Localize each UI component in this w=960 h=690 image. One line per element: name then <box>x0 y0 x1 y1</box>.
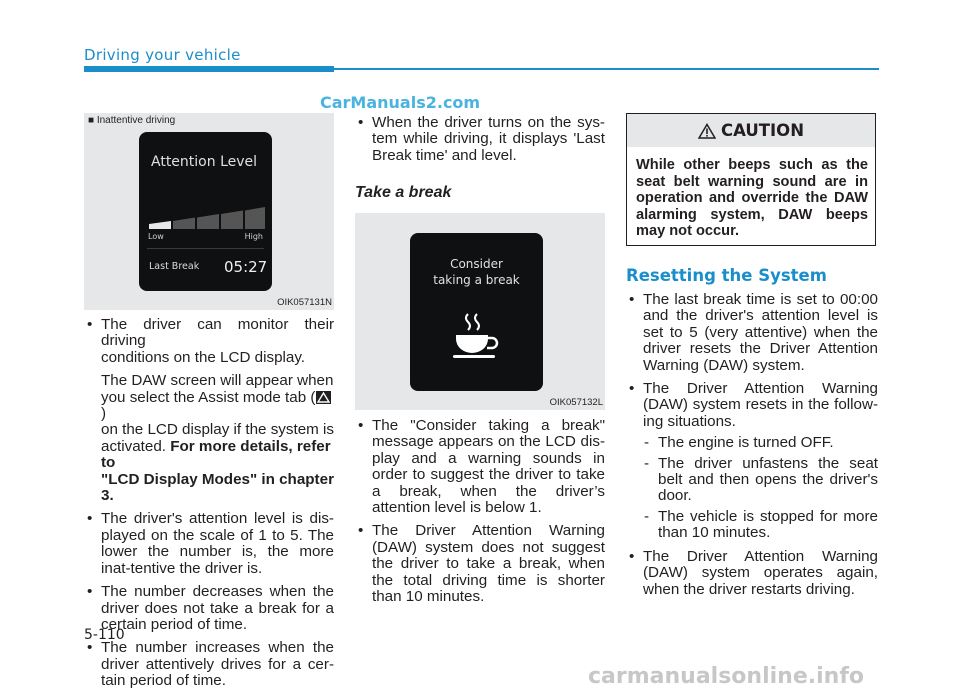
column-2-body <box>355 418 605 605</box>
figure-inattentive-driving <box>84 113 334 310</box>
coffee-cup-icon <box>450 311 506 361</box>
lcd-take-a-break <box>410 233 543 391</box>
gauge-segment-2 <box>173 218 195 230</box>
list-item: • The Driver Attention Warning (DAW) system resets in the follow-ing situations. <box>626 381 878 430</box>
gauge-segment-4 <box>221 211 243 230</box>
lcd-message-line-1: Consider <box>450 257 503 271</box>
take-a-break-heading: Take a break <box>355 184 452 201</box>
figure-code: OIK057132L <box>549 397 603 408</box>
lcd-time: 05:27 <box>224 258 268 276</box>
list-item: • The Driver Attention Warning (DAW) system operates again, when the driver restarts driving. <box>626 549 878 598</box>
list-item: • The last break time is set to 00:00 and the driver's attention level is set to 5 (very attentive) when the driver resets the Driver Attention Warning (DAW) system. <box>626 292 878 374</box>
column-3-body <box>626 292 878 598</box>
list-item: • The driver can monitor their driving conditions on the LCD display. <box>84 317 334 366</box>
page-number: 5-110 <box>84 627 125 643</box>
caution-box <box>626 113 876 246</box>
list-item: • The number decreases when the driver does not take a break for a certain period of time. <box>84 584 334 633</box>
figure-take-a-break <box>355 213 605 410</box>
assist-mode-note: The DAW screen will appear when you select the Assist mode tab ( ) on the LCD display if the system is activated. For more details, refer to "LCD Display Modes" in chapter 3. <box>101 372 334 505</box>
assist-mode-tab-icon <box>316 391 331 404</box>
gauge-segment-3 <box>197 214 219 229</box>
header-rule-thin <box>334 68 879 70</box>
watermark-bottom: carmanualsonline.info <box>588 664 864 689</box>
sub-list-item: - The engine is turned OFF. <box>626 435 878 451</box>
watermark-top: CarManuals2.com <box>320 93 481 112</box>
attention-level-gauge <box>147 204 267 230</box>
caution-header <box>627 114 875 147</box>
lcd-high-label: High <box>244 232 263 241</box>
lcd-divider <box>147 248 264 249</box>
section-title: Driving your vehicle <box>84 46 241 64</box>
sub-list-item: - The vehicle is stopped for more than 10 minutes. <box>626 509 878 542</box>
caution-title: CAUTION <box>721 121 804 140</box>
header-rule-thick <box>84 66 334 72</box>
lcd-low-label: Low <box>148 232 164 241</box>
caution-text: While other beeps such as the seat belt warning sound are in operation and override the DAW alarming system, DAW beeps may not occur. <box>636 157 868 239</box>
column-2-intro <box>355 115 605 164</box>
gauge-segment-1 <box>149 221 171 229</box>
lcd-last-break-label: Last Break <box>149 261 200 272</box>
list-item: • The driver's attention level is dis-played on the scale of 1 to 5. The lower the number is, the more inat-tentive the driver is. <box>84 511 334 577</box>
list-item: • The "Consider taking a break" message appears on the LCD dis-play and a warning sounds in order to suggest the driver to take a break, when the driver’s attention level is below 1. <box>355 418 605 516</box>
lcd-attention-display <box>139 132 272 291</box>
figure-code: OIK057131N <box>277 297 332 308</box>
lcd-message-line-2: taking a break <box>433 273 520 287</box>
sub-list-item: - The driver unfastens the seat belt and then opens the driver's door. <box>626 456 878 505</box>
figure-label: ■ Inattentive driving <box>88 115 176 126</box>
list-item: • When the driver turns on the sys-tem while driving, it displays 'Last Break time' and level. <box>355 115 605 164</box>
gauge-segment-5 <box>245 207 265 229</box>
warning-triangle-icon <box>698 117 716 150</box>
resetting-heading: Resetting the System <box>626 266 827 285</box>
list-item: • The number increases when the driver attentively drives for a cer-tain period of time. <box>84 640 334 689</box>
lcd-title: Attention Level <box>151 154 258 170</box>
list-item: • The Driver Attention Warning (DAW) system does not suggest the driver to take a break, when the total driving time is shorter than 10 minutes. <box>355 523 605 605</box>
